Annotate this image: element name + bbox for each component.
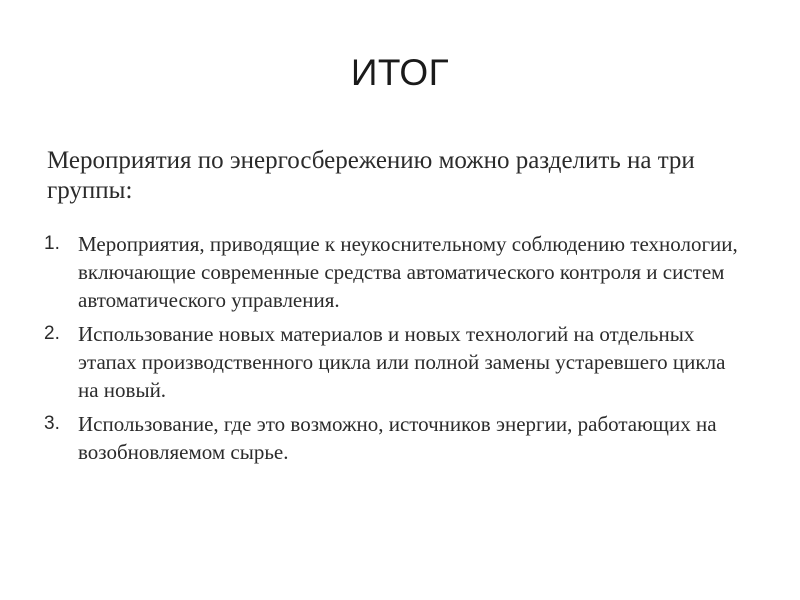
list-item-number: 2. xyxy=(44,323,60,344)
list-item-text: Использование новых материалов и новых технологий на отдельных этапах производственного цикла или полной замены устаревшего цикла на новый. xyxy=(78,322,726,402)
list-item-text: Использование, где это возможно, источников энергии, работающих на возобновляемом сырье. xyxy=(78,412,717,464)
list-item-number: 3. xyxy=(44,413,60,434)
list-item-text: Мероприятия, приводящие к неукоснительному соблюдению технологии, включающие современные средства автоматического контроля и систем автоматического управления. xyxy=(78,232,738,312)
list-item xyxy=(0,410,800,466)
measures-list xyxy=(0,230,800,472)
list-item-number: 1. xyxy=(44,233,60,254)
intro-text: Мероприятия по энергосбережению можно разделить на три группы: xyxy=(47,147,695,204)
slide-title: ИТОГ xyxy=(350,52,450,93)
list-item xyxy=(0,230,800,314)
list-item xyxy=(0,320,800,404)
